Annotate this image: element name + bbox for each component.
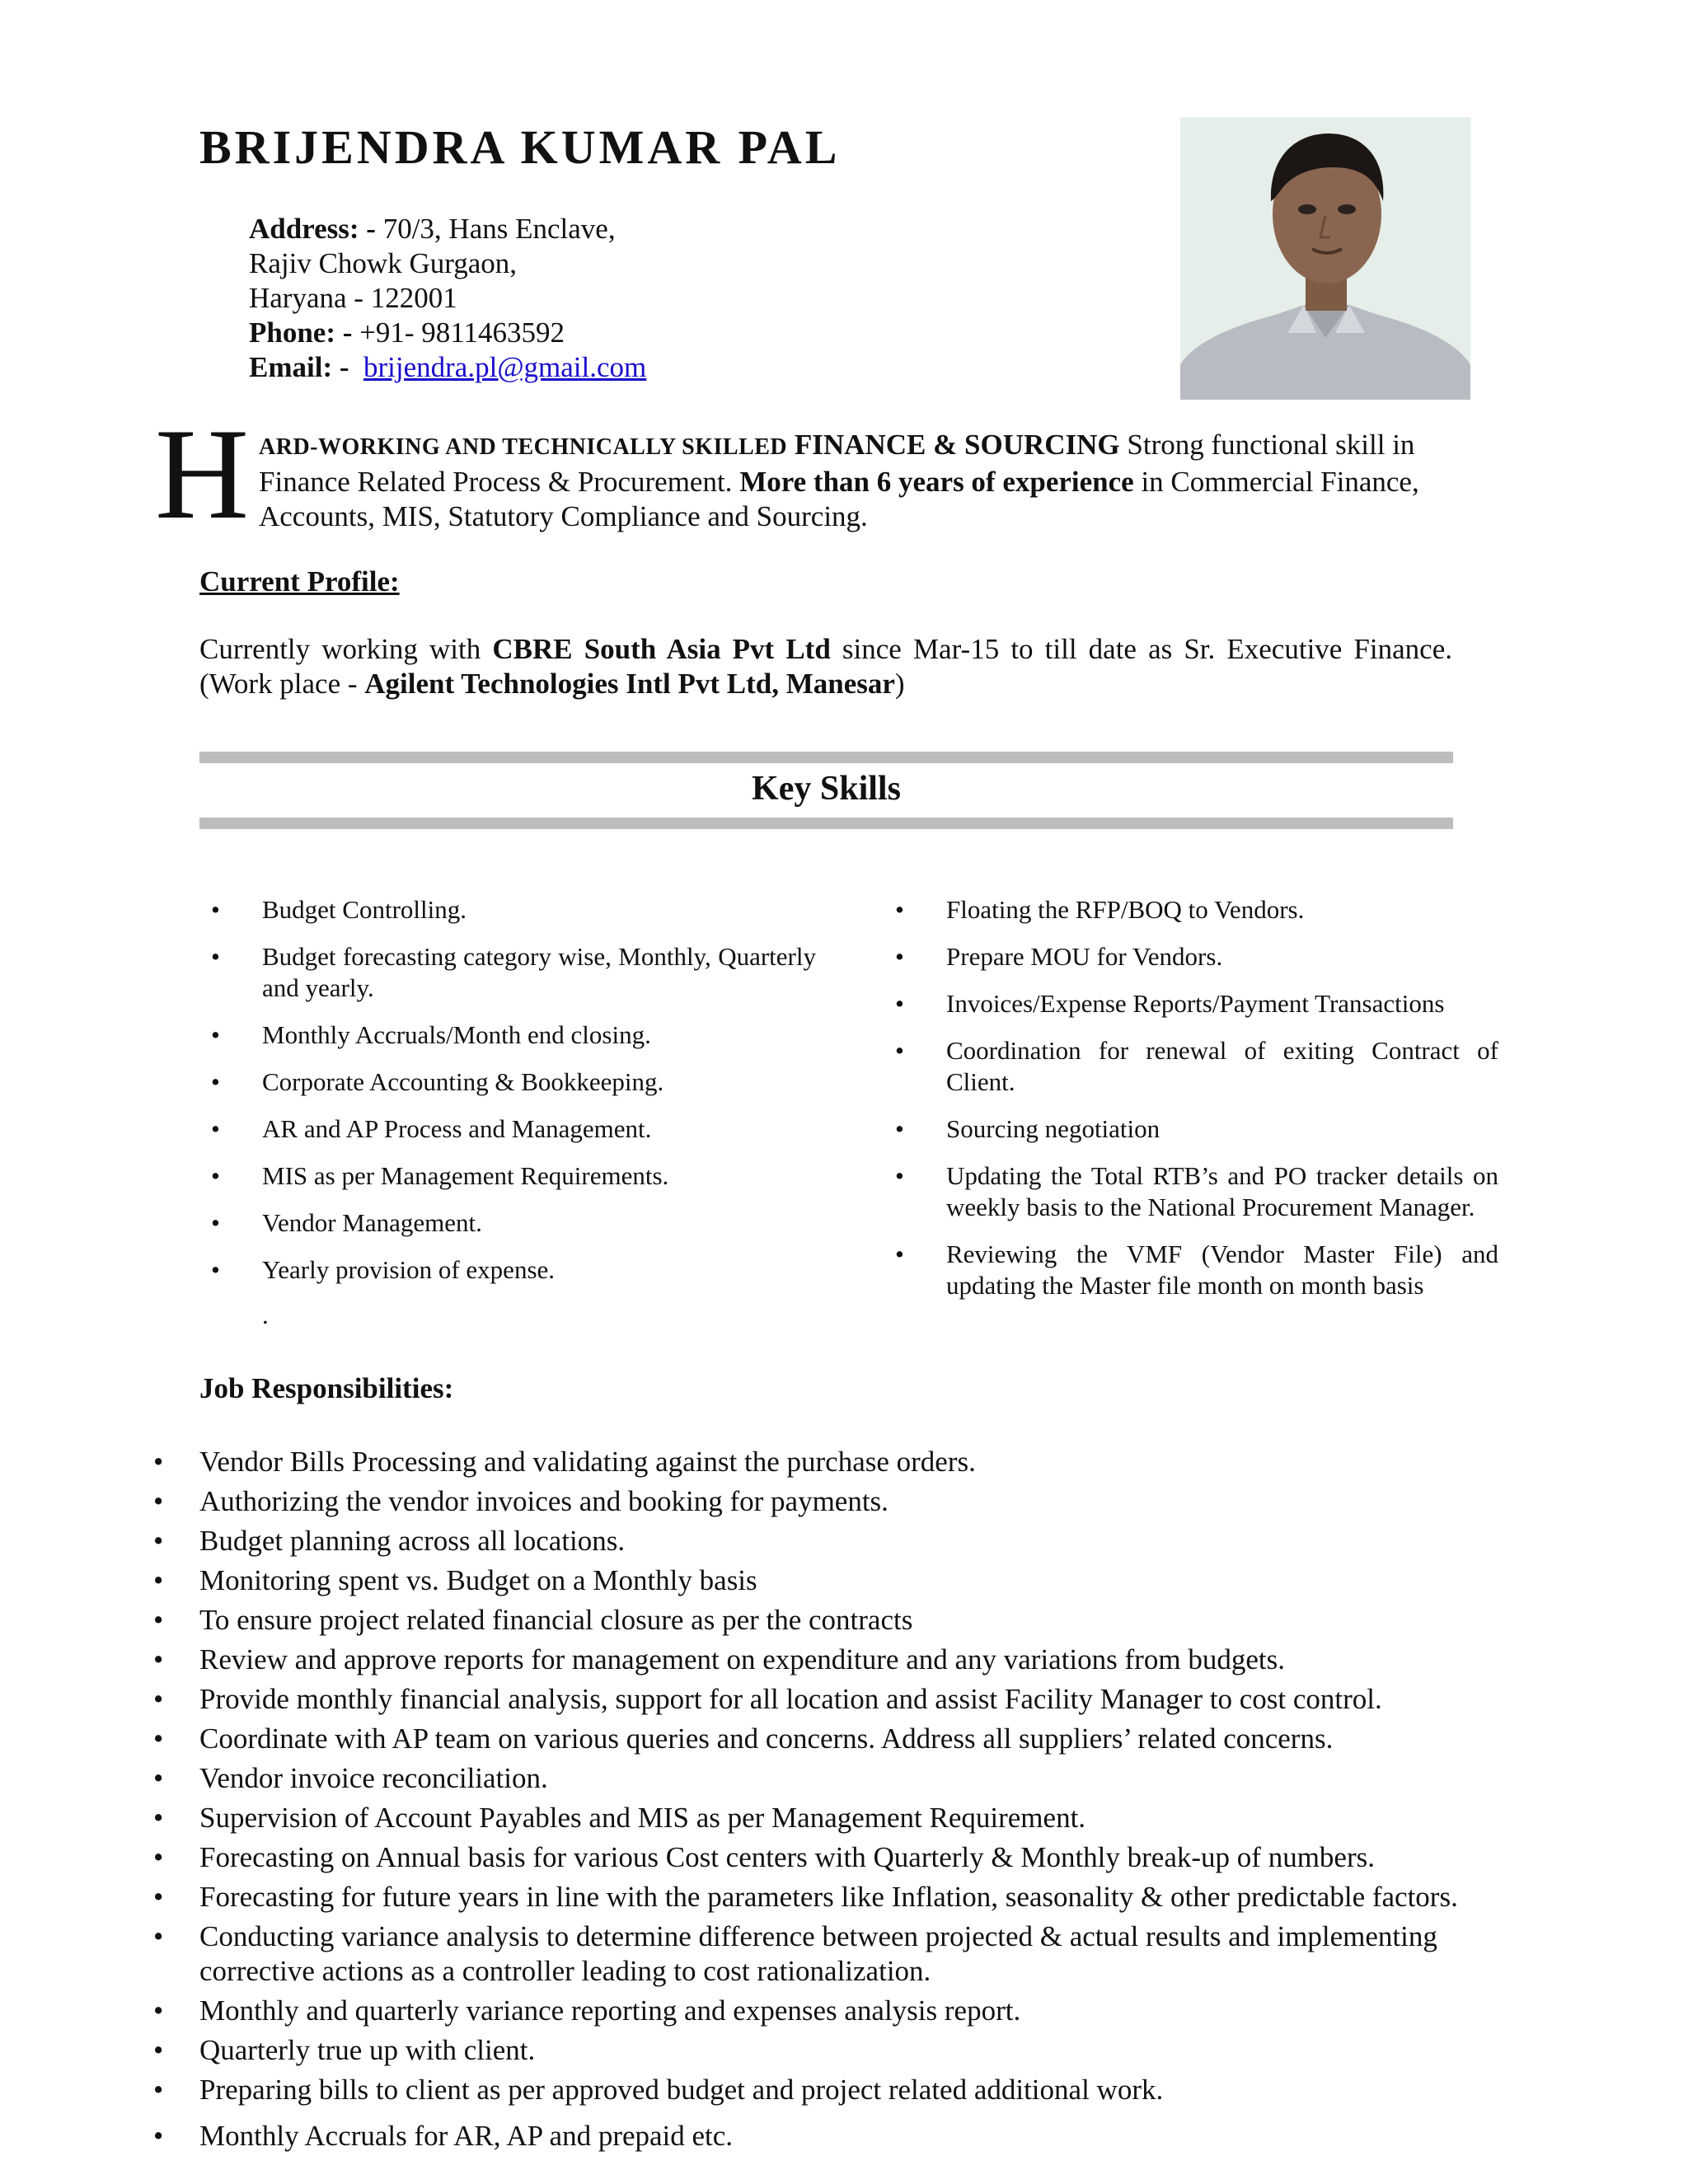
- skill-item: • Updating the Total RTB’s and PO tracker details on weekly basis to the National Procurement Manager.: [884, 1160, 1498, 1223]
- responsibility-item: • Monthly and quarterly variance reporting and expenses analysis report.: [143, 1994, 1495, 2028]
- skills-trailing-dot: .: [262, 1301, 269, 1329]
- email-link[interactable]: brijendra.pl@gmail.com: [363, 351, 647, 383]
- intro-text-2: in Commercial Finance, Accounts, MIS, Statutory Compliance and Sourcing.: [259, 466, 1419, 532]
- current-profile-heading: Current Profile:: [199, 565, 400, 598]
- address-value: 70/3, Hans Enclave,: [382, 213, 616, 245]
- key-skills-left-list: [199, 894, 816, 1301]
- responsibility-item: • Forecasting on Annual basis for various Cost centers with Quarterly & Monthly break-up of numbers.: [143, 1840, 1495, 1875]
- contact-block: [249, 212, 646, 385]
- cp-company: CBRE South Asia Pvt Ltd: [492, 633, 831, 665]
- skill-item: • Reviewing the VMF (Vendor Master File) and updating the Master file month on month basis: [884, 1239, 1498, 1301]
- skill-item: • Floating the RFP/BOQ to Vendors.: [884, 894, 1498, 926]
- job-responsibilities-heading: Job Responsibilities:: [199, 1372, 454, 1404]
- skill-item: • AR and AP Process and Management.: [199, 1113, 816, 1145]
- intro-smallcaps: ARD-WORKING AND TECHNICALLY SKILLED: [259, 434, 788, 460]
- person-portrait-icon: [1180, 117, 1470, 400]
- current-profile-text: [199, 632, 1452, 701]
- responsibility-item: • Monthly Accruals for AR, AP and prepaid etc.: [143, 2119, 1495, 2154]
- address-line-3: Haryana - 122001: [249, 282, 457, 314]
- responsibility-item: • Review and approve reports for management on expenditure and any variations from budgets.: [143, 1643, 1495, 1677]
- key-skills-bottom-divider: [199, 818, 1453, 829]
- responsibility-item: • Quarterly true up with client.: [143, 2033, 1495, 2068]
- responsibility-item: • Vendor Bills Processing and validating against the purchase orders.: [143, 1445, 1495, 1479]
- cp-workplace: Agilent Technologies Intl Pvt Ltd, Manesar: [364, 668, 895, 700]
- intro-experience: More than 6 years of experience: [739, 466, 1134, 498]
- address-label: Address: -: [249, 213, 376, 245]
- responsibility-item: • To ensure project related financial closure as per the contracts: [143, 1603, 1495, 1638]
- profile-photo: [1180, 117, 1470, 400]
- responsibility-item: • Authorizing the vendor invoices and booking for payments.: [143, 1484, 1495, 1519]
- email-label: Email: -: [249, 351, 349, 383]
- skill-item: • Coordination for renewal of exiting Contract of Client.: [884, 1035, 1498, 1098]
- phone-label: Phone: -: [249, 316, 353, 349]
- responsibility-item: • Forecasting for future years in line with the parameters like Inflation, seasonality & other predictable factors.: [143, 1880, 1495, 1915]
- responsibility-item: • Preparing bills to client as per approved budget and project related additional work.: [143, 2073, 1495, 2107]
- responsibility-item: • Provide monthly financial analysis, support for all location and assist Facility Manager to cost control.: [143, 1682, 1495, 1717]
- skill-item: • MIS as per Management Requirements.: [199, 1160, 816, 1192]
- responsibility-item: • Supervision of Account Payables and MIS as per Management Requirement.: [143, 1801, 1495, 1835]
- key-skills-top-divider: [199, 752, 1453, 763]
- key-skills-title: Key Skills: [752, 770, 901, 808]
- skill-item: • Yearly provision of expense.: [199, 1254, 816, 1286]
- skill-item: • Monthly Accruals/Month end closing.: [199, 1019, 816, 1051]
- intro-summary: [259, 428, 1470, 534]
- cp-text-3: ): [894, 668, 905, 700]
- skill-item: • Corporate Accounting & Bookkeeping.: [199, 1066, 816, 1098]
- responsibility-item: • Conducting variance analysis to determine difference between projected & actual results and implementing corrective actions as a controller leading to cost rationalization.: [143, 1919, 1495, 1989]
- responsibility-item: • Coordinate with AP team on various queries and concerns. Address all suppliers’ related concerns.: [143, 1722, 1495, 1756]
- responsibility-item: • Vendor invoice reconciliation.: [143, 1761, 1495, 1796]
- skill-item: • Sourcing negotiation: [884, 1113, 1498, 1145]
- skill-item: • Budget Controlling.: [199, 894, 816, 926]
- skill-item: • Invoices/Expense Reports/Payment Transactions: [884, 988, 1498, 1019]
- intro-dropcap: H: [155, 402, 250, 546]
- job-responsibilities-list: [143, 1445, 1495, 2158]
- cp-text-2: since Mar-15 to till date as Sr. Executive Finance. (Work place -: [199, 633, 1452, 700]
- skill-item: • Vendor Management.: [199, 1207, 816, 1239]
- cp-text-1: Currently working with: [199, 633, 493, 665]
- email-line: [249, 350, 646, 385]
- intro-text-1: Strong functional skill in Finance Related Process & Procurement.: [259, 429, 1415, 498]
- intro-focus: FINANCE & SOURCING: [794, 429, 1120, 461]
- candidate-name: BRIJENDRA KUMAR PAL: [199, 120, 841, 174]
- skill-item: • Budget forecasting category wise, Monthly, Quarterly and yearly.: [199, 941, 816, 1004]
- skill-item: • Prepare MOU for Vendors.: [884, 941, 1498, 972]
- key-skills-right-list: [884, 894, 1498, 1317]
- address-line-1: [249, 212, 646, 246]
- phone-value: +91- 9811463592: [359, 316, 565, 349]
- address-line-2: Rajiv Chowk Gurgaon,: [249, 247, 518, 279]
- responsibility-item: • Monitoring spent vs. Budget on a Monthly basis: [143, 1563, 1495, 1598]
- responsibility-item: • Budget planning across all locations.: [143, 1524, 1495, 1558]
- phone-line: [249, 316, 646, 350]
